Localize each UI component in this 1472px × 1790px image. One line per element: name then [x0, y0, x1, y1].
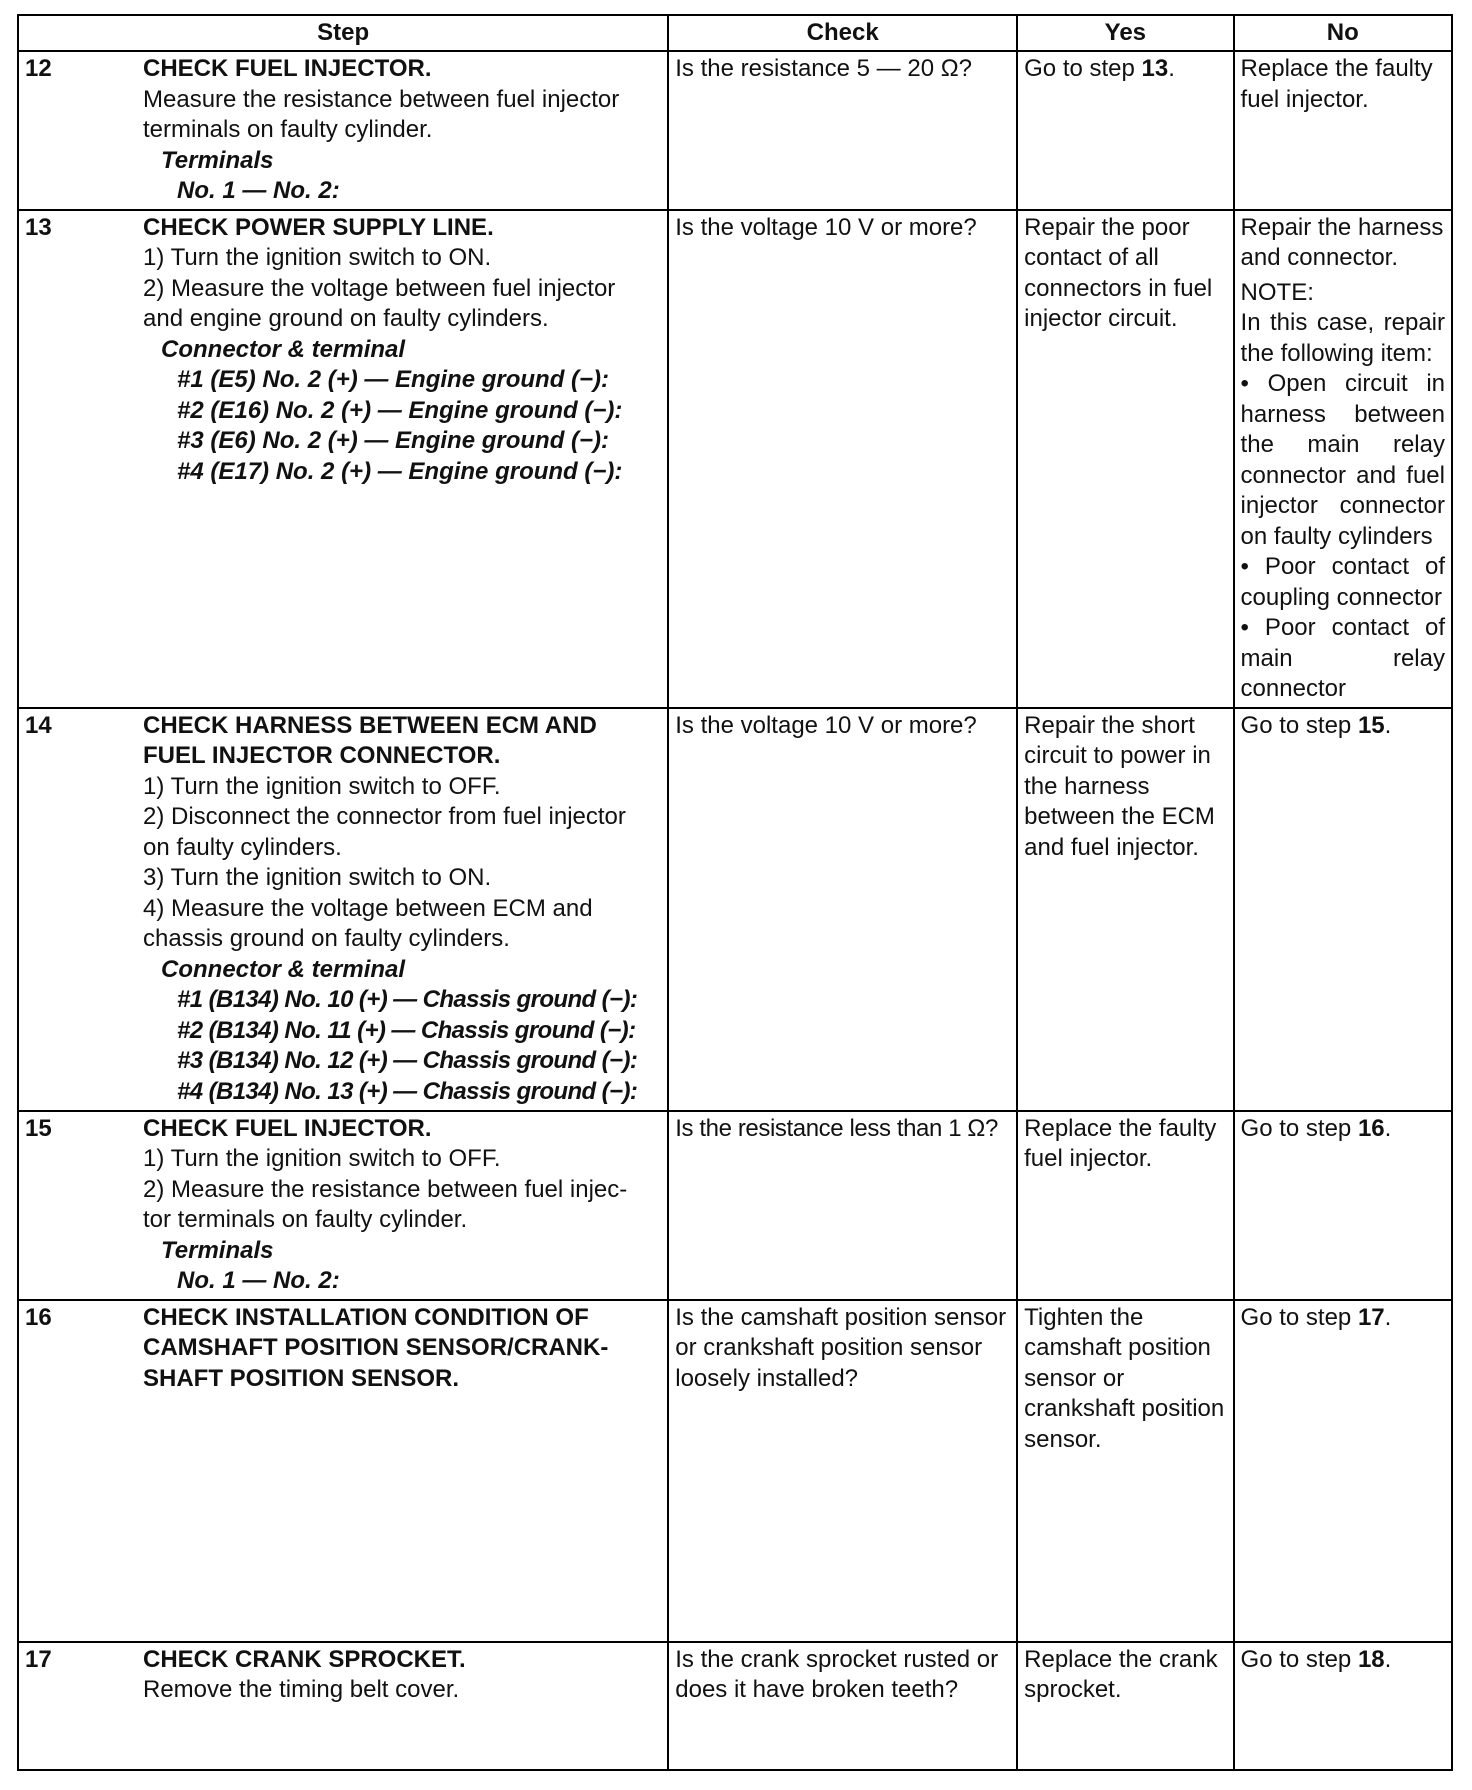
check-cell: Is the resistance less than 1 Ω?	[668, 1111, 1017, 1300]
step-text: and engine ground on faulty cylinders.	[143, 305, 549, 332]
note-item: • Open circuit in harness between the main relay connector and fuel injector connector on faulty cylinders	[1240, 370, 1445, 550]
step-text: tor terminals on faulty cylinder.	[143, 1206, 468, 1233]
yes-step-ref: 13	[1141, 55, 1169, 82]
table-row	[18, 210, 1452, 708]
step-text: 1) Turn the ignition switch to ON.	[143, 244, 492, 271]
yes-cell: Replace the faulty fuel injector.	[1017, 1111, 1233, 1300]
sub-item: #4 (B134) No. 13 (+) — Chassis ground (−):	[177, 1077, 638, 1105]
step-number: 14	[25, 711, 52, 739]
step-title: CHECK CRANK SPROCKET.	[143, 1645, 466, 1673]
step-text: 3) Turn the ignition switch to ON.	[143, 864, 492, 891]
note-text: In this case, repair the following item:	[1240, 309, 1445, 367]
header-no: No	[1234, 15, 1452, 51]
step-title: CHECK POWER SUPPLY LINE.	[143, 213, 494, 241]
yes-cell: Repair the poor contact of all connectors in fuel injector circuit.	[1017, 210, 1233, 708]
step-number: 17	[25, 1645, 52, 1673]
sub-item: No. 1 — No. 2:	[177, 1267, 340, 1294]
diagnostic-table	[17, 14, 1453, 1771]
sub-item: #1 (B134) No. 10 (+) — Chassis ground (−):	[177, 986, 638, 1013]
yes-text: Go to step	[1024, 55, 1142, 82]
sub-label: Terminals	[161, 1236, 274, 1264]
sub-label: Connector & terminal	[161, 335, 406, 363]
sub-label: Terminals	[161, 146, 274, 174]
check-cell: Is the voltage 10 V or more?	[668, 708, 1017, 1111]
header-step: Step	[18, 15, 668, 51]
sub-item: #4 (E17) No. 2 (+) — Engine ground (−):	[177, 457, 623, 485]
step-text: Remove the timing belt cover.	[143, 1676, 460, 1703]
step-number: 16	[25, 1303, 52, 1331]
step-title: CHECK INSTALLATION CONDITION OF CAMSHAFT POSITION SENSOR/CRANK-SHAFT POSITION SENSOR.	[143, 1303, 609, 1392]
table-row	[18, 1300, 1452, 1642]
step-title: CHECK HARNESS BETWEEN ECM AND FUEL INJECTOR CONNECTOR.	[143, 711, 597, 769]
step-text: 1) Turn the ignition switch to OFF.	[143, 1145, 501, 1172]
header-check: Check	[668, 15, 1017, 51]
step-title: CHECK FUEL INJECTOR.	[143, 1114, 432, 1142]
step-cell	[18, 708, 668, 1111]
no-end: .	[1384, 1645, 1392, 1673]
no-cell	[1234, 210, 1452, 708]
table-row	[18, 1111, 1452, 1300]
sub-item: #3 (B134) No. 12 (+) — Chassis ground (−):	[177, 1047, 638, 1074]
no-cell	[1234, 1642, 1452, 1770]
step-cell	[18, 1642, 668, 1770]
check-cell: Is the camshaft position sensor or crankshaft position sensor loosely installed?	[668, 1300, 1017, 1642]
no-text: Go to step	[1240, 1645, 1358, 1673]
step-cell	[18, 1300, 668, 1642]
step-text: chassis ground on faulty cylinders.	[143, 925, 510, 952]
step-text: 2) Disconnect the connector from fuel injector	[143, 803, 626, 830]
no-step-ref: 15	[1357, 711, 1385, 739]
sub-label: Connector & terminal	[161, 955, 406, 983]
note-label: NOTE:	[1240, 278, 1314, 306]
no-step-ref: 16	[1357, 1114, 1385, 1142]
no-end: .	[1384, 711, 1392, 739]
yes-end: .	[1168, 55, 1175, 82]
sub-item: #2 (B134) No. 11 (+) — Chassis ground (−):	[177, 1016, 636, 1044]
step-text: 2) Measure the resistance between fuel injec-	[143, 1175, 628, 1203]
sub-item: #2 (E16) No. 2 (+) — Engine ground (−):	[177, 396, 623, 424]
step-text: 4) Measure the voltage between ECM and	[143, 894, 593, 922]
step-text: 1) Turn the ignition switch to OFF.	[143, 772, 501, 800]
step-number: 13	[25, 213, 52, 241]
no-text: Repair the harness and connector.	[1240, 213, 1444, 271]
no-cell	[1234, 1111, 1452, 1300]
step-text: terminals on faulty cylinder.	[143, 116, 433, 143]
no-step-ref: 18	[1357, 1645, 1385, 1673]
step-number: 12	[25, 55, 52, 82]
step-text: on faulty cylinders.	[143, 833, 342, 861]
sub-item: No. 1 — No. 2:	[177, 177, 340, 204]
no-cell: Replace the faulty fuel injector.	[1234, 51, 1452, 210]
check-cell: Is the voltage 10 V or more?	[668, 210, 1017, 708]
no-end: .	[1384, 1114, 1392, 1142]
no-step-ref: 17	[1357, 1303, 1385, 1331]
no-end: .	[1384, 1303, 1392, 1331]
table-row	[18, 1642, 1452, 1770]
table-row	[18, 51, 1452, 210]
no-cell	[1234, 1300, 1452, 1642]
no-text: Go to step	[1240, 1303, 1358, 1331]
no-text: Go to step	[1240, 1114, 1358, 1142]
yes-cell: Tighten the camshaft position sensor or crankshaft position sensor.	[1017, 1300, 1233, 1642]
step-number: 15	[25, 1114, 52, 1142]
header-row	[18, 15, 1452, 51]
yes-cell: Replace the crank sprocket.	[1017, 1642, 1233, 1770]
step-text: 2) Measure the voltage between fuel injector	[143, 274, 616, 302]
check-cell: Is the resistance 5 — 20 Ω?	[668, 51, 1017, 210]
note-item: • Poor contact of main relay connector	[1240, 614, 1445, 702]
step-title: CHECK FUEL INJECTOR.	[143, 55, 432, 82]
table-row	[18, 708, 1452, 1111]
check-cell: Is the crank sprocket rusted or does it have broken teeth?	[668, 1642, 1017, 1770]
no-text: Go to step	[1240, 711, 1358, 739]
step-cell	[18, 210, 668, 708]
header-yes: Yes	[1017, 15, 1233, 51]
step-text: Measure the resistance between fuel injector	[143, 85, 620, 113]
no-cell	[1234, 708, 1452, 1111]
yes-cell	[1017, 51, 1233, 210]
step-cell	[18, 51, 668, 210]
yes-cell: Repair the short circuit to power in the harness between the ECM and fuel injector.	[1017, 708, 1233, 1111]
sub-item: #1 (E5) No. 2 (+) — Engine ground (−):	[177, 366, 610, 393]
sub-item: #3 (E6) No. 2 (+) — Engine ground (−):	[177, 427, 610, 454]
step-cell	[18, 1111, 668, 1300]
note-item: • Poor contact of coupling connector	[1240, 553, 1445, 611]
